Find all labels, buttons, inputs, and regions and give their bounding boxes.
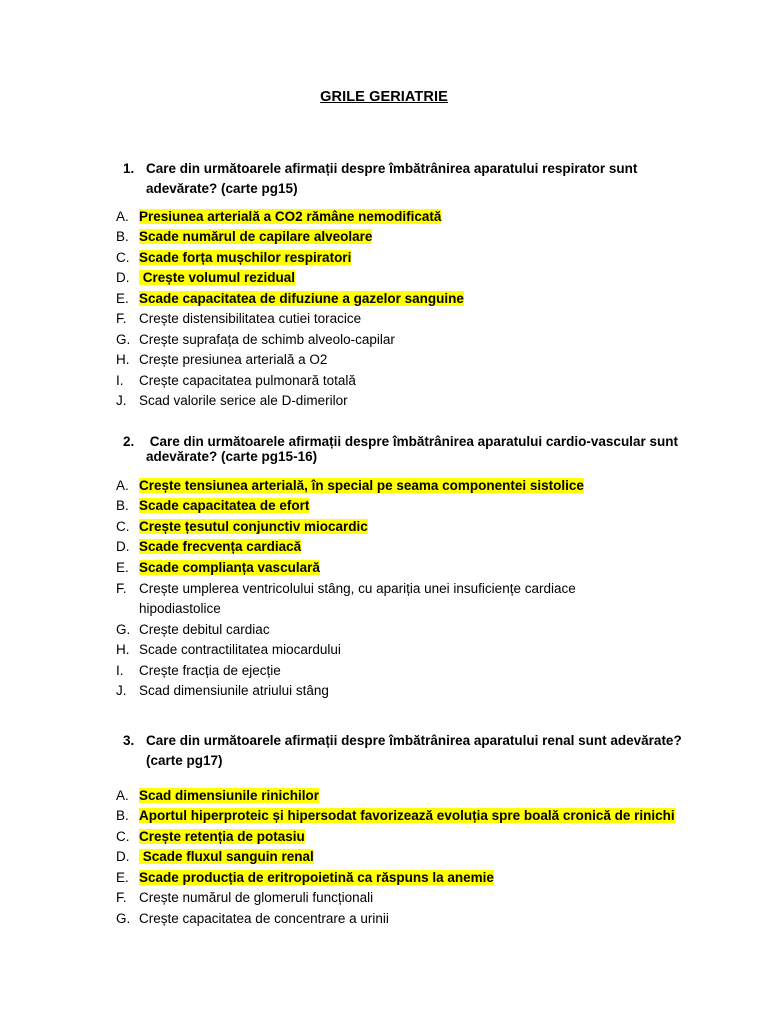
answer-3c	[116, 827, 716, 847]
answer-2b	[116, 496, 716, 516]
answer-text: Crește numărul de glomeruli funcționali	[139, 890, 374, 905]
answer-text: Scade complianța vasculară	[139, 560, 320, 575]
answer-letter: I.	[116, 663, 124, 678]
answer-letter: C.	[116, 250, 130, 265]
answer-letter: G.	[116, 911, 131, 926]
answer-letter: E.	[116, 560, 129, 575]
question-text: Care din următoarele afirmații despre îmbătrânirea aparatului cardio-vascular sunt adevărate? (carte pg15-16)	[146, 434, 682, 464]
answer-letter: B.	[116, 498, 129, 513]
answer-text: Crește capacitatea pulmonară totală	[139, 373, 356, 388]
answer-1a	[116, 207, 716, 227]
answer-letter: C.	[116, 829, 130, 844]
answer-letter: H.	[116, 352, 130, 367]
answer-2h	[116, 640, 716, 660]
answer-1h	[116, 350, 716, 370]
answer-3a	[116, 786, 716, 806]
answer-text: Scad dimensiunile atriului stâng	[139, 683, 329, 698]
answer-1f	[116, 309, 716, 329]
question-number: 1.	[123, 161, 135, 176]
answer-text: Crește presiunea arterială a O2	[139, 352, 328, 367]
answer-text: Presiunea arterială a CO2 rămâne nemodificată	[139, 209, 442, 224]
answer-text: Scade fluxul sanguin renal	[139, 849, 314, 864]
answer-letter: B.	[116, 808, 129, 823]
answer-text: Crește suprafața de schimb alveolo-capilar	[139, 332, 395, 347]
answer-text: Crește debitul cardiac	[139, 622, 270, 637]
answer-letter: A.	[116, 788, 129, 803]
answer-text: Scade numărul de capilare alveolare	[139, 229, 373, 244]
answer-text: Scade contractilitatea miocardului	[139, 642, 341, 657]
answer-text: Scade capacitatea de difuziune a gazelor sanguine	[139, 291, 464, 306]
answer-text: Crește fracția de ejecție	[139, 663, 281, 678]
answer-letter: H.	[116, 642, 130, 657]
answer-2f	[116, 579, 616, 619]
answer-2j	[116, 681, 716, 701]
answer-letter: E.	[116, 291, 129, 306]
answer-letter: D.	[116, 539, 130, 554]
answer-text: Crește retenția de potasiu	[139, 829, 305, 844]
answer-text: Scade capacitatea de efort	[139, 498, 310, 513]
answer-letter: G.	[116, 622, 131, 637]
question-2	[123, 434, 683, 464]
question-text: Care din următoarele afirmații despre îmbătrânirea aparatului renal sunt adevărate? (carte pg17)	[146, 733, 682, 768]
answer-2c	[116, 517, 716, 537]
question-number: 2.	[123, 434, 135, 449]
answer-letter: B.	[116, 229, 129, 244]
answer-text: Crește umplerea ventricolului stâng, cu apariția unei insuficiențe cardiace hipodiastolice	[139, 581, 576, 616]
answer-3f	[116, 888, 716, 908]
answer-text: Scade producția de eritropoietină ca răspuns la anemie	[139, 870, 494, 885]
answer-letter: E.	[116, 870, 129, 885]
answer-3b	[116, 806, 716, 826]
answer-2e	[116, 558, 716, 578]
answer-text: Scad dimensiunile rinichilor	[139, 788, 320, 803]
answer-1g	[116, 330, 716, 350]
answer-letter: A.	[116, 209, 129, 224]
answer-text: Scad valorile serice ale D-dimerilor	[139, 393, 348, 408]
answer-letter: F.	[116, 890, 127, 905]
answer-letter: F.	[116, 581, 127, 596]
answer-letter: J.	[116, 393, 127, 408]
question-text: Care din următoarele afirmații despre îmbătrânirea aparatului respirator sunt adevărate? (carte pg15)	[146, 161, 638, 196]
answer-text: Scade forța mușchilor respiratori	[139, 250, 352, 265]
answer-1c	[116, 248, 716, 268]
answer-letter: J.	[116, 683, 127, 698]
answer-letter: A.	[116, 478, 129, 493]
answer-1e	[116, 289, 716, 309]
answer-letter: I.	[116, 373, 124, 388]
answer-letter: C.	[116, 519, 130, 534]
answer-1i	[116, 371, 716, 391]
answer-text: Crește capacitatea de concentrare a urinii	[139, 911, 389, 926]
answer-3e	[116, 868, 716, 888]
answer-text: Aportul hiperproteic și hipersodat favorizează evoluția spre boală cronică de rinichi	[139, 808, 675, 823]
question-1	[123, 159, 683, 199]
answer-3d	[116, 847, 716, 867]
answer-1j	[116, 391, 716, 411]
question-3	[123, 731, 683, 771]
answer-letter: G.	[116, 332, 131, 347]
answer-2i	[116, 661, 716, 681]
answer-text: Scade frecvența cardiacă	[139, 539, 302, 554]
question-number: 3.	[123, 733, 135, 748]
answer-1b	[116, 227, 716, 247]
answer-text: Crește tensiunea arterială, în special pe seama componentei sistolice	[139, 478, 584, 493]
answer-2g	[116, 620, 716, 640]
page-title: GRILE GERIATRIE	[320, 89, 448, 105]
answer-letter: F.	[116, 311, 127, 326]
answer-2a	[116, 476, 716, 496]
answer-1d	[116, 268, 716, 288]
answer-text: Crește țesutul conjunctiv miocardic	[139, 519, 368, 534]
answer-3g	[116, 909, 716, 929]
answer-text: Crește volumul rezidual	[139, 270, 296, 285]
answer-text: Crește distensibilitatea cutiei toracice	[139, 311, 362, 326]
answer-letter: D.	[116, 849, 130, 864]
answer-letter: D.	[116, 270, 130, 285]
answer-2d	[116, 537, 716, 557]
